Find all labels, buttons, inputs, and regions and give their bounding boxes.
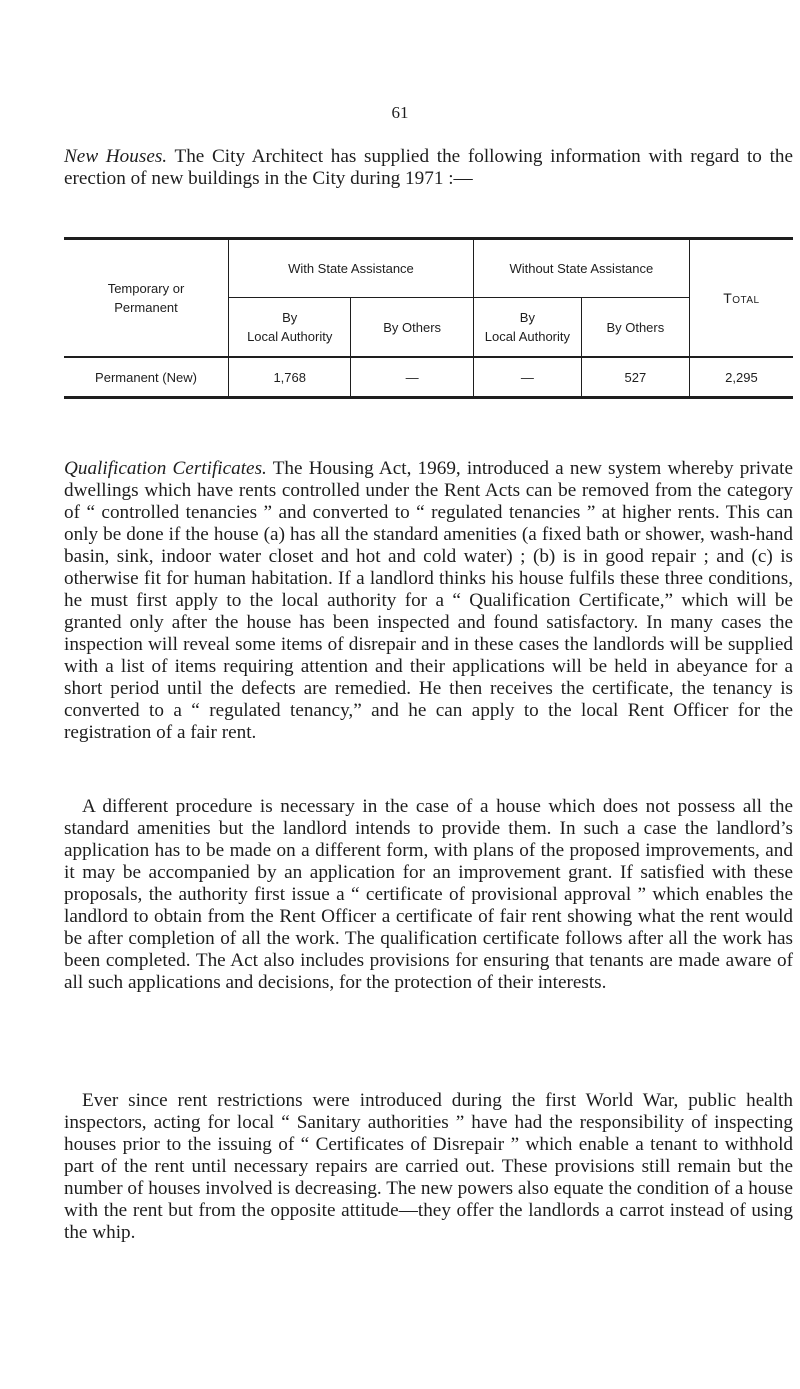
qualification-lead: Qualification Certificates. <box>64 458 267 479</box>
row-header-label-2: Permanent <box>114 300 178 315</box>
group-header-with-state: With State Assistance <box>228 240 473 298</box>
page-number: 61 <box>391 103 409 122</box>
subheader-with-by-local-authority <box>228 298 350 358</box>
cell-total: 2,295 <box>689 357 793 396</box>
table-bottom-rule <box>64 396 793 399</box>
intro-lead: New Houses. <box>64 146 168 167</box>
new-buildings-table <box>64 237 793 399</box>
table-header-row-1 <box>64 240 793 298</box>
subheader-by: By <box>519 310 535 325</box>
intro-text: The City Architect has supplied the following information with regard to the erection of new buildings in the City during 1971 :— <box>64 146 794 189</box>
cell-with-local-authority: 1,768 <box>228 357 350 396</box>
subheader-local-authority: Local Authority <box>247 329 333 344</box>
table-row <box>64 357 793 396</box>
subheader-without-by-local-authority <box>473 298 581 358</box>
intro-paragraph <box>64 146 793 190</box>
total-header: Total <box>689 240 793 357</box>
qualification-paragraph <box>64 458 793 744</box>
procedure-paragraph: A different procedure is necessary in the case of a house which does not possess all the standard amenities but the landlord intends to provide them. In such a case the landlord’s application has to be made on a different form, with plans of the proposed improvements, and it may be accompanied by an application for an improvement grant. If satisfied with these proposals, the authority first issue a “ certificate of provisional approval ” which enables the landlord to obtain from the Rent Officer a certificate of fair rent showing what the rent would be after completion of all the work. The qualification certificate follows after all the work has been completed. The Act also includes provisions for ensuring that tenants are made aware of all such applications and decisions, for the protection of their interests. <box>64 796 793 993</box>
disrepair-paragraph: Ever since rent restrictions were introduced during the first World War, public health inspectors, acting for local “ Sanitary authorities ” have had the responsibility of inspecting houses prior to the issuing of “ Certificates of Disrepair ” which enable a tenant to withhold part of the rent until necessary repairs are carried out. These provisions still remain but the number of houses involved is decreasing. The new powers also equate the condition of a house with the rent but from the opposite attitude—they offer the landlords a carrot instead of using the whip. <box>64 1090 793 1243</box>
subheader-local-authority: Local Authority <box>484 329 571 344</box>
subheader-without-by-others: By Others <box>581 298 689 358</box>
qualification-text: The Housing Act, 1969, introduced a new system whereby private dwellings which have rents controlled under the Rent Acts can be removed from the category of “ controlled tenancies ” and converted to “ regulated tenancies ” at higher rents. This can only be done if the house (a) has all the standard amenities (a fixed bath or shower, wash-hand basin, sink, indoor water closet and hot and cold water) ; (b) is in good repair ; and (c) is otherwise fit for human habitation. If a landlord thinks his house fulfils these three conditions, he must first apply to the local authority for a “ Qualification Certificate,” which will be granted only after the house has been inspected and found satisfactory. In many cases the inspection will reveal some items of disrepair and in these cases the landlords will be supplied with a list of items requiring attention and their applications will be held in abeyance for a short period until the defects are remedied. He then receives the certificate, the tenancy is converted to a “ regulated tenancy,” and he can apply to the local Rent Officer for the registration of a fair rent. <box>64 458 794 743</box>
row-header-label-1: Temporary or <box>107 281 185 296</box>
cell-without-local-authority: — <box>473 357 581 396</box>
row-header-cell <box>64 240 228 357</box>
subheader-by: By <box>282 310 298 325</box>
subheader-with-by-others: By Others <box>351 298 473 358</box>
cell-with-others: — <box>351 357 473 396</box>
housing-table <box>64 240 793 396</box>
group-header-without-state: Without State Assistance <box>473 240 689 298</box>
row-label: Permanent (New) <box>64 357 228 396</box>
cell-without-others: 527 <box>581 357 689 396</box>
